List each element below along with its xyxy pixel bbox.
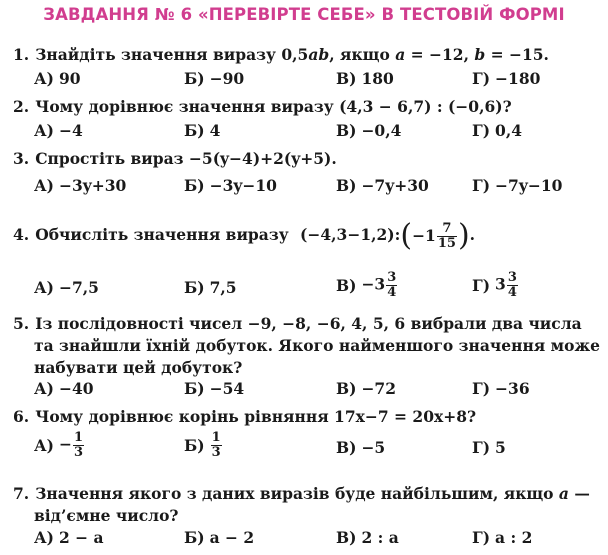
- question-number: 3.: [13, 149, 30, 168]
- option-d[interactable]: Г) a : 2: [472, 528, 533, 547]
- option-a[interactable]: А) − $\frac{1}{3}$: [34, 430, 84, 460]
- question-text: Чому дорівнює значення виразу (4,3 − 6,7) : (−0,6)?: [35, 97, 512, 116]
- option-b[interactable]: Б) −3y−10: [184, 176, 277, 195]
- option-b[interactable]: Б) 4: [184, 121, 221, 140]
- option-c[interactable]: В) −3 $\frac{3}{4}$: [336, 270, 397, 300]
- question-5-line-2: та знайшли їхній добуток. Якого найменшого значення може: [34, 336, 600, 355]
- option-c[interactable]: В) 180: [336, 69, 394, 88]
- question-number: 4.: [13, 225, 30, 244]
- option-d[interactable]: Г) −7y−10: [472, 176, 563, 195]
- option-d[interactable]: Г) −180: [472, 69, 541, 88]
- question-4: [13, 220, 600, 251]
- question-number: 1.: [13, 45, 30, 64]
- question-number: 7.: [13, 484, 30, 503]
- option-b[interactable]: Б) −90: [184, 69, 245, 88]
- question-text: Обчисліть значення виразу: [35, 225, 289, 244]
- question-number: 6.: [13, 407, 30, 426]
- option-a[interactable]: А) −4: [34, 121, 83, 140]
- option-c[interactable]: В) 2 : a: [336, 528, 399, 547]
- page-title: ЗАВДАННЯ № 6 «ПЕРЕВІРТЕ СЕБЕ» В ТЕСТОВІЙ ФОРМІ: [43, 5, 565, 24]
- option-d[interactable]: Г) 3 $\frac{3}{4}$: [472, 270, 517, 300]
- question-expression: (−4,3−1,2):(−1 $\frac{7}{15}$ ).: [300, 218, 476, 253]
- question-text-line-1: Із послідовності чисел −9, −8, −6, 4, 5, 6 вибрали два числа: [35, 314, 582, 333]
- option-c[interactable]: В) −5: [336, 438, 386, 457]
- question-number: 5.: [13, 314, 30, 333]
- option-a[interactable]: А) −3y+30: [34, 176, 127, 195]
- question-1: [13, 44, 600, 66]
- option-c[interactable]: В) −0,4: [336, 121, 402, 140]
- question-6: [13, 406, 600, 428]
- option-a[interactable]: А) 2 − a: [34, 528, 104, 547]
- question-5-line-3: набувати цей добуток?: [34, 358, 243, 377]
- option-a[interactable]: А) 90: [34, 69, 81, 88]
- option-a[interactable]: А) −40: [34, 379, 94, 398]
- option-d[interactable]: Г) 5: [472, 438, 506, 457]
- option-d[interactable]: Г) −36: [472, 379, 530, 398]
- question-text-line-1: Значення якого з даних виразів буде найбільшим, якщо a —: [35, 484, 590, 503]
- question-text: Спростіть вираз −5(y−4)+2(y+5).: [35, 149, 337, 168]
- question-text: Чому дорівнює корінь рівняння 17x−7 = 20x+8?: [35, 407, 477, 426]
- question-text: Знайдіть значення виразу 0,5ab, якщо a = −12, b = −15.: [35, 45, 549, 64]
- option-b[interactable]: Б) 7,5: [184, 278, 237, 297]
- question-number: 2.: [13, 97, 30, 116]
- question-7: [13, 483, 600, 505]
- option-b[interactable]: Б) $\frac{1}{3}$: [184, 430, 221, 460]
- question-5: [13, 313, 600, 335]
- option-b[interactable]: Б) −54: [184, 379, 245, 398]
- question-3: [13, 148, 600, 170]
- option-c[interactable]: В) −72: [336, 379, 396, 398]
- option-c[interactable]: В) −7y+30: [336, 176, 429, 195]
- option-b[interactable]: Б) a − 2: [184, 528, 255, 547]
- question-7-line-2: від’ємне число?: [34, 506, 179, 525]
- option-d[interactable]: Г) 0,4: [472, 121, 523, 140]
- question-2: [13, 96, 600, 118]
- option-a[interactable]: А) −7,5: [34, 278, 99, 297]
